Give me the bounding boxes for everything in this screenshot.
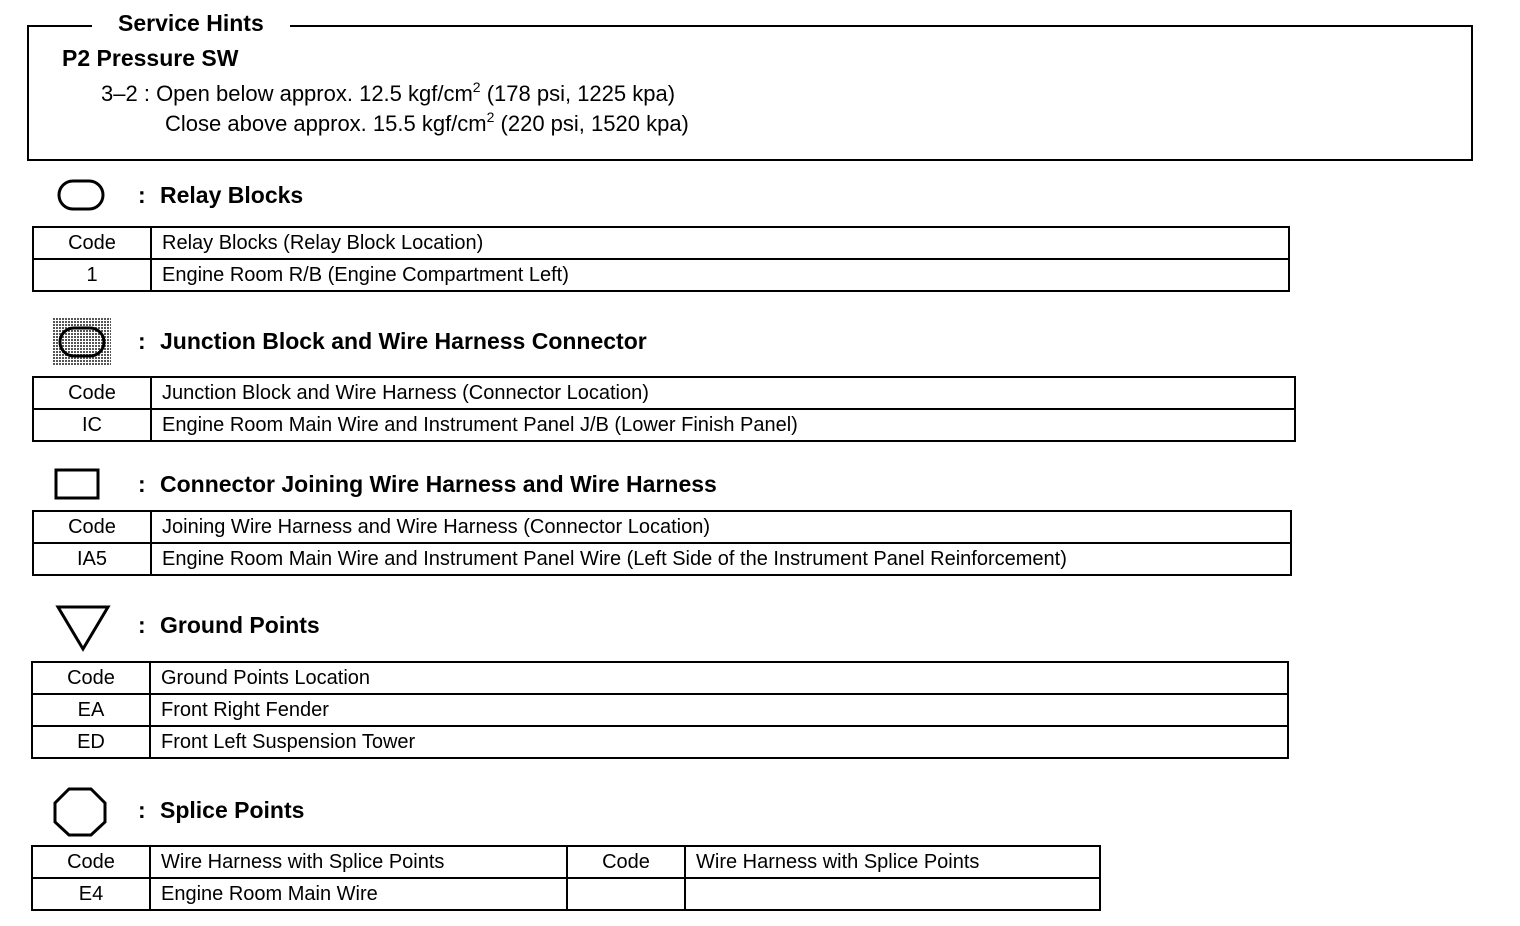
table-header-row <box>33 511 1291 543</box>
joining-connector-title: : Connector Joining Wire Harness and Wire Harness <box>138 471 717 497</box>
table-header-row <box>33 377 1295 409</box>
hint-open-text: Open below approx. 12.5 kgf/cm <box>156 81 473 106</box>
location-header: Joining Wire Harness and Wire Harness (Connector Location) <box>151 511 1291 543</box>
joining-connector-table <box>32 510 1292 576</box>
hint-heading: P2 Pressure SW <box>62 45 239 71</box>
rounded-rect-icon <box>56 178 106 212</box>
code-header: Code <box>32 662 150 694</box>
table-row <box>32 878 1100 910</box>
hint-close-text: Close above approx. 15.5 kgf/cm <box>165 111 487 136</box>
ground-points-title: : Ground Points <box>138 612 320 638</box>
octagon-icon <box>52 786 108 838</box>
location-header: Relay Blocks (Relay Block Location) <box>151 227 1289 259</box>
table-header-row <box>33 227 1289 259</box>
location-cell: Engine Room Main Wire and Instrument Panel Wire (Left Side of the Instrument Panel Reinforcement) <box>151 543 1291 575</box>
code-cell: E4 <box>32 878 150 910</box>
location-cell: Front Left Suspension Tower <box>150 726 1288 758</box>
code-cell <box>567 878 685 910</box>
harness-cell <box>685 878 1100 910</box>
location-header: Junction Block and Wire Harness (Connector Location) <box>151 377 1295 409</box>
service-hints-title: Service Hints <box>92 9 290 37</box>
table-row <box>33 543 1291 575</box>
down-triangle-icon <box>54 604 112 652</box>
code-header: Code <box>33 227 151 259</box>
hint-close-values: (220 psi, 1520 kpa) <box>494 111 689 136</box>
table-row <box>33 409 1295 441</box>
hint-open-values: (178 psi, 1225 kpa) <box>480 81 676 106</box>
hint-open-sup: 2 <box>472 79 481 95</box>
code-header: Code <box>33 511 151 543</box>
harness-cell: Engine Room Main Wire <box>150 878 567 910</box>
table-row <box>32 694 1288 726</box>
location-cell: Front Right Fender <box>150 694 1288 726</box>
splice-points-title: : Splice Points <box>138 797 305 823</box>
splice-points-table <box>31 845 1101 911</box>
relay-blocks-table <box>32 226 1290 292</box>
table-row <box>33 259 1289 291</box>
hint-line-close <box>165 110 689 138</box>
rectangle-icon <box>54 468 100 500</box>
code-header: Code <box>567 846 685 878</box>
code-cell: IC <box>33 409 151 441</box>
hint-close-sup: 2 <box>486 109 495 125</box>
shaded-rounded-rect-icon <box>53 318 111 366</box>
table-header-row <box>32 662 1288 694</box>
code-header: Code <box>33 377 151 409</box>
table-row <box>32 726 1288 758</box>
junction-block-table <box>32 376 1296 442</box>
code-cell: IA5 <box>33 543 151 575</box>
code-cell: 1 <box>33 259 151 291</box>
code-cell: EA <box>32 694 150 726</box>
code-cell: ED <box>32 726 150 758</box>
ground-points-table <box>31 661 1289 759</box>
harness-header: Wire Harness with Splice Points <box>685 846 1100 878</box>
junction-block-title: : Junction Block and Wire Harness Connector <box>138 328 647 354</box>
harness-header: Wire Harness with Splice Points <box>150 846 567 878</box>
table-header-row <box>32 846 1100 878</box>
location-header: Ground Points Location <box>150 662 1288 694</box>
hint-terminal: 3–2 : <box>101 81 150 106</box>
relay-blocks-title: : Relay Blocks <box>138 182 304 208</box>
location-cell: Engine Room Main Wire and Instrument Panel J/B (Lower Finish Panel) <box>151 409 1295 441</box>
code-header: Code <box>32 846 150 878</box>
hint-line-open <box>101 80 675 108</box>
location-cell: Engine Room R/B (Engine Compartment Left) <box>151 259 1289 291</box>
